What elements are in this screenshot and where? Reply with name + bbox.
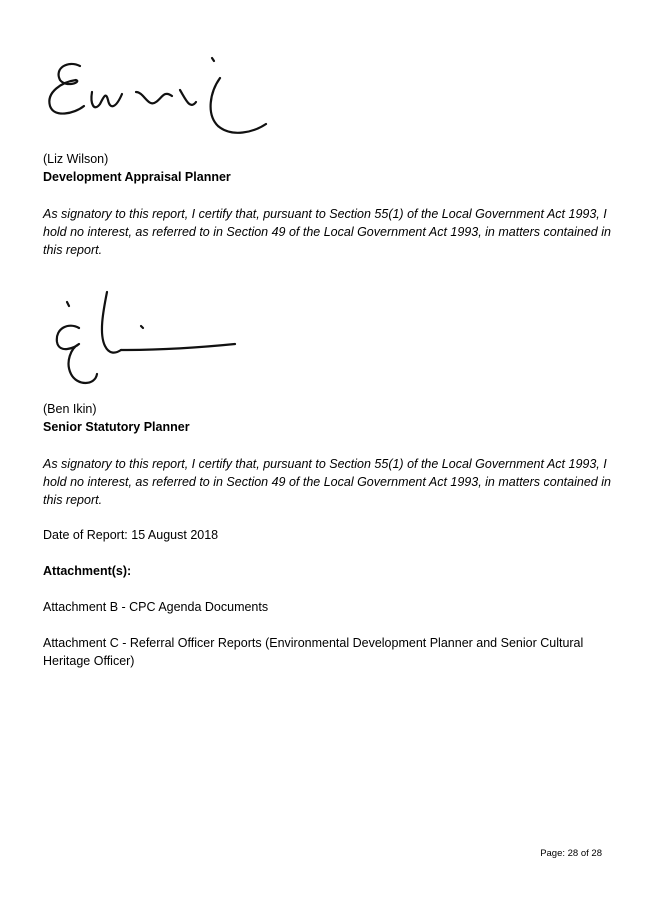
page-number: Page: 28 of 28 — [540, 848, 602, 859]
signatory-name: (Liz Wilson) — [43, 152, 109, 166]
report-date: Date of Report: 15 August 2018 — [43, 528, 219, 542]
signatory-title: Development Appraisal Planner — [43, 170, 231, 184]
attachments-heading: Attachment(s): — [43, 564, 132, 578]
certification-statement: As signatory to this report, I certify that, pursuant to Section 55(1) of the Local Government Act 1993, I hold no interest, as referred to in Section 49 of the Local Government Act 1993, in matters contained in this report. — [43, 457, 611, 507]
attachment-item: Attachment C - Referral Officer Reports (Environmental Development Planner and Senior Cultural Heritage Officer) — [43, 636, 584, 668]
certification-statement: As signatory to this report, I certify that, pursuant to Section 55(1) of the Local Government Act 1993, I hold no interest, as referred to in Section 49 of the Local Government Act 1993, in matters contained in this report. — [43, 207, 611, 257]
signature-ben-ikin — [45, 288, 245, 398]
signature-liz-wilson — [40, 52, 280, 144]
signatory-title: Senior Statutory Planner — [43, 420, 190, 434]
signatory-name: (Ben Ikin) — [43, 402, 97, 416]
attachment-item: Attachment B - CPC Agenda Documents — [43, 600, 269, 614]
